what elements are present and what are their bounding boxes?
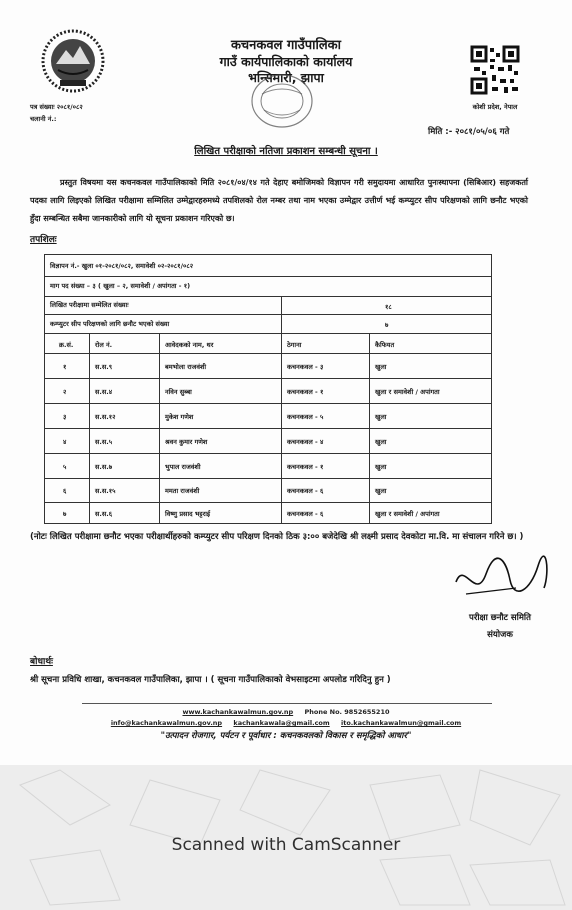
table-divider (45, 453, 491, 454)
row-6-sn: ६ (63, 487, 67, 495)
nepal-emblem-icon (40, 28, 106, 94)
notice-date: मिति :- २०८१/०५/०६ गते (428, 127, 510, 137)
signature-icon (446, 542, 556, 610)
footer-website: www.kachankawalmun.gov.np (182, 708, 294, 716)
row-3-sn: ३ (63, 413, 67, 421)
footer-phone: Phone No. 9852655210 (304, 708, 390, 716)
row-7-remarks: खुला र समावेशी / अपांगता (375, 510, 440, 518)
notice-body: प्रस्तुत विषयमा यस कचनकवल गाउँपालिकाको मिति २०८१/०४/१४ गते देहाए बमोजिमको विज्ञापन गरी समुदायमा आधारित पुनःस्थापना (सिबिआर) सहजकर्ता पदका लागि लिइएको लिखित परीक्षामा सम्मिलित उम्मेद्वारहरुमध्ये तपशिलको रोल नम्बर तथा नाम भएका उम्मेद्वार उत्तीर्ण भई कम्प्युटर सीप परिक्षणको लागि छनौट भएको हुँदा सम्बन्धित सबैमा जानकारीको लागि यो सूचना प्रकाशन गरिएको छ। (30, 178, 528, 223)
table-divider (45, 403, 491, 404)
row-2-name: नविन सुब्बा (165, 388, 192, 396)
table-divider (281, 296, 282, 333)
column-header-roll: रोल नं. (95, 341, 113, 349)
cc-label: बोधार्थः (30, 657, 53, 667)
selected-count-value: ७ (385, 321, 389, 329)
reference-block (30, 101, 83, 125)
exam-note: (नोटः लिखित परीक्षामा छनौट भएका परीक्षार्थीहरुको कम्प्युटर सीप परिक्षण दिनको ठिक ३:०० बजेदेखि श्री लक्ष्मी प्रसाद देवकोटा मा.वि. मा संचालन गरिने छ। ) (30, 532, 524, 542)
footer-email-info: info@kachankawalmun.gov.np (110, 719, 223, 727)
footer-contact-line (0, 708, 572, 716)
row-5-name: भुपाल राजवंशी (165, 463, 201, 471)
row-5-address: कचनकवल - १ (287, 463, 324, 471)
footer-email-line (0, 719, 572, 727)
footer-email-ito: ito.kachankawalmun@gmail.com (341, 719, 462, 727)
table-divider (45, 276, 491, 277)
table-divider (45, 378, 491, 379)
row-5-remarks: खुला (375, 463, 387, 471)
dispatch-number: चलानी नं.: (30, 115, 57, 123)
signatory-role: संयोजक (487, 630, 513, 640)
table-divider (89, 333, 90, 524)
row-1-sn: १ (63, 363, 67, 371)
row-2-remarks: खुला र समावेशी / अपांगता (375, 388, 440, 396)
row-4-address: कचनकवल - ४ (287, 438, 324, 446)
row-4-sn: ४ (63, 438, 67, 446)
row-3-remarks: खुला (375, 413, 387, 421)
row-2-roll: स.स.४ (95, 388, 113, 396)
footer-divider (82, 703, 492, 704)
advertisement-number: विज्ञापन नं.- खुला ०१-२०८१/०८२, समावेशी ०२-२०८१/०८२ (50, 262, 194, 270)
table-divider (45, 478, 491, 479)
letter-number: पत्र संख्याः २०८१/०८२ (30, 103, 83, 111)
footer-email-gmail: kachankawala@gmail.com (233, 719, 330, 727)
notice-subject (0, 143, 572, 157)
table-divider (159, 333, 160, 524)
table-divider (45, 428, 491, 429)
row-6-remarks: खुला (375, 487, 387, 495)
province-label: कोशी प्रदेश, नेपाल (472, 103, 518, 111)
table-divider (281, 333, 282, 524)
row-6-name: ममता राजवंशी (165, 487, 200, 495)
office-stamp-icon (248, 70, 316, 132)
row-1-remarks: खुला (375, 363, 387, 371)
office-title: गाउँ कार्यपालिकाको कार्यालय (219, 54, 353, 69)
row-6-address: कचनकवल - ६ (287, 487, 324, 495)
row-3-address: कचनकवल - ५ (287, 413, 324, 421)
table-divider (45, 353, 491, 354)
scanner-watermark: Scanned with CamScanner (171, 835, 401, 855)
row-5-sn: ५ (63, 463, 67, 471)
row-3-roll: स.स.१२ (95, 413, 116, 421)
table-divider (45, 333, 491, 334)
signature-block (440, 610, 560, 644)
column-header-sn: क्र.सं. (59, 341, 74, 349)
row-4-name: श्रवन कुमार गणेश (165, 438, 208, 446)
results-table (44, 254, 492, 524)
row-1-address: कचनकवल - ३ (287, 363, 324, 371)
row-5-roll: स.स.७ (95, 463, 113, 471)
appeared-count-value: १८ (385, 303, 392, 311)
row-2-address: कचनकवल - १ (287, 388, 324, 396)
qr-code-icon (470, 45, 520, 95)
table-divider (45, 502, 491, 503)
column-header-name: आवेदकको नाम, थर (165, 341, 214, 349)
row-6-roll: स.स.१५ (95, 487, 116, 495)
office-name: कचनकवल गाउँपालिका (230, 38, 342, 53)
row-7-address: कचनकवल - ६ (287, 510, 324, 518)
office-address: भन्सिमारी, झापा (248, 70, 324, 85)
row-7-name: विष्णु प्रसाद भट्टराई (165, 510, 211, 518)
table-divider (45, 296, 491, 297)
table-divider (45, 314, 491, 315)
row-2-sn: २ (63, 388, 67, 396)
appeared-count-label: लिखित परीक्षामा सम्मेलित संख्याः (50, 301, 129, 309)
notice-subject-text: लिखित परीक्षाको नतिजा प्रकाशन सम्बन्धी सूचना । (194, 146, 378, 157)
post-demand: माग पद संख्या – ३ ( खुला – २, समावेशी / अपांगता - १) (50, 282, 191, 290)
details-label: तपशिलः (30, 235, 57, 245)
row-7-roll: स.स.६ (95, 510, 113, 518)
table-divider (369, 333, 370, 524)
row-7-sn: ७ (63, 510, 67, 518)
cc-text: श्री सूचना प्रविधि शाखा, कचनकवल गाउँपालिका, झापा । ( सूचना गाउँपालिकाको वेभसाइटमा अपलोड गरिदिनु हुन ) (30, 675, 391, 685)
row-3-name: मुकेश गणेश (165, 413, 194, 421)
row-4-remarks: खुला (375, 438, 387, 446)
selected-count-label: कम्प्युटर सीप परिक्षणको लागि छनौट भएको संख्या (50, 320, 170, 328)
footer-slogan: "उत्पादन रोजगार, पर्यटन र पूर्वाधार : कचनकवलको विकास र समृद्धिको आधार" (160, 731, 412, 741)
row-4-roll: स.स.५ (95, 438, 113, 446)
committee-name: परीक्षा छनौट समिति (469, 613, 531, 623)
column-header-remarks: कैफियत (375, 341, 395, 349)
row-1-name: बमभोला राजवंशी (165, 363, 207, 371)
row-1-roll: स.स.९ (95, 363, 113, 371)
column-header-address: ठेगाना (287, 341, 302, 349)
